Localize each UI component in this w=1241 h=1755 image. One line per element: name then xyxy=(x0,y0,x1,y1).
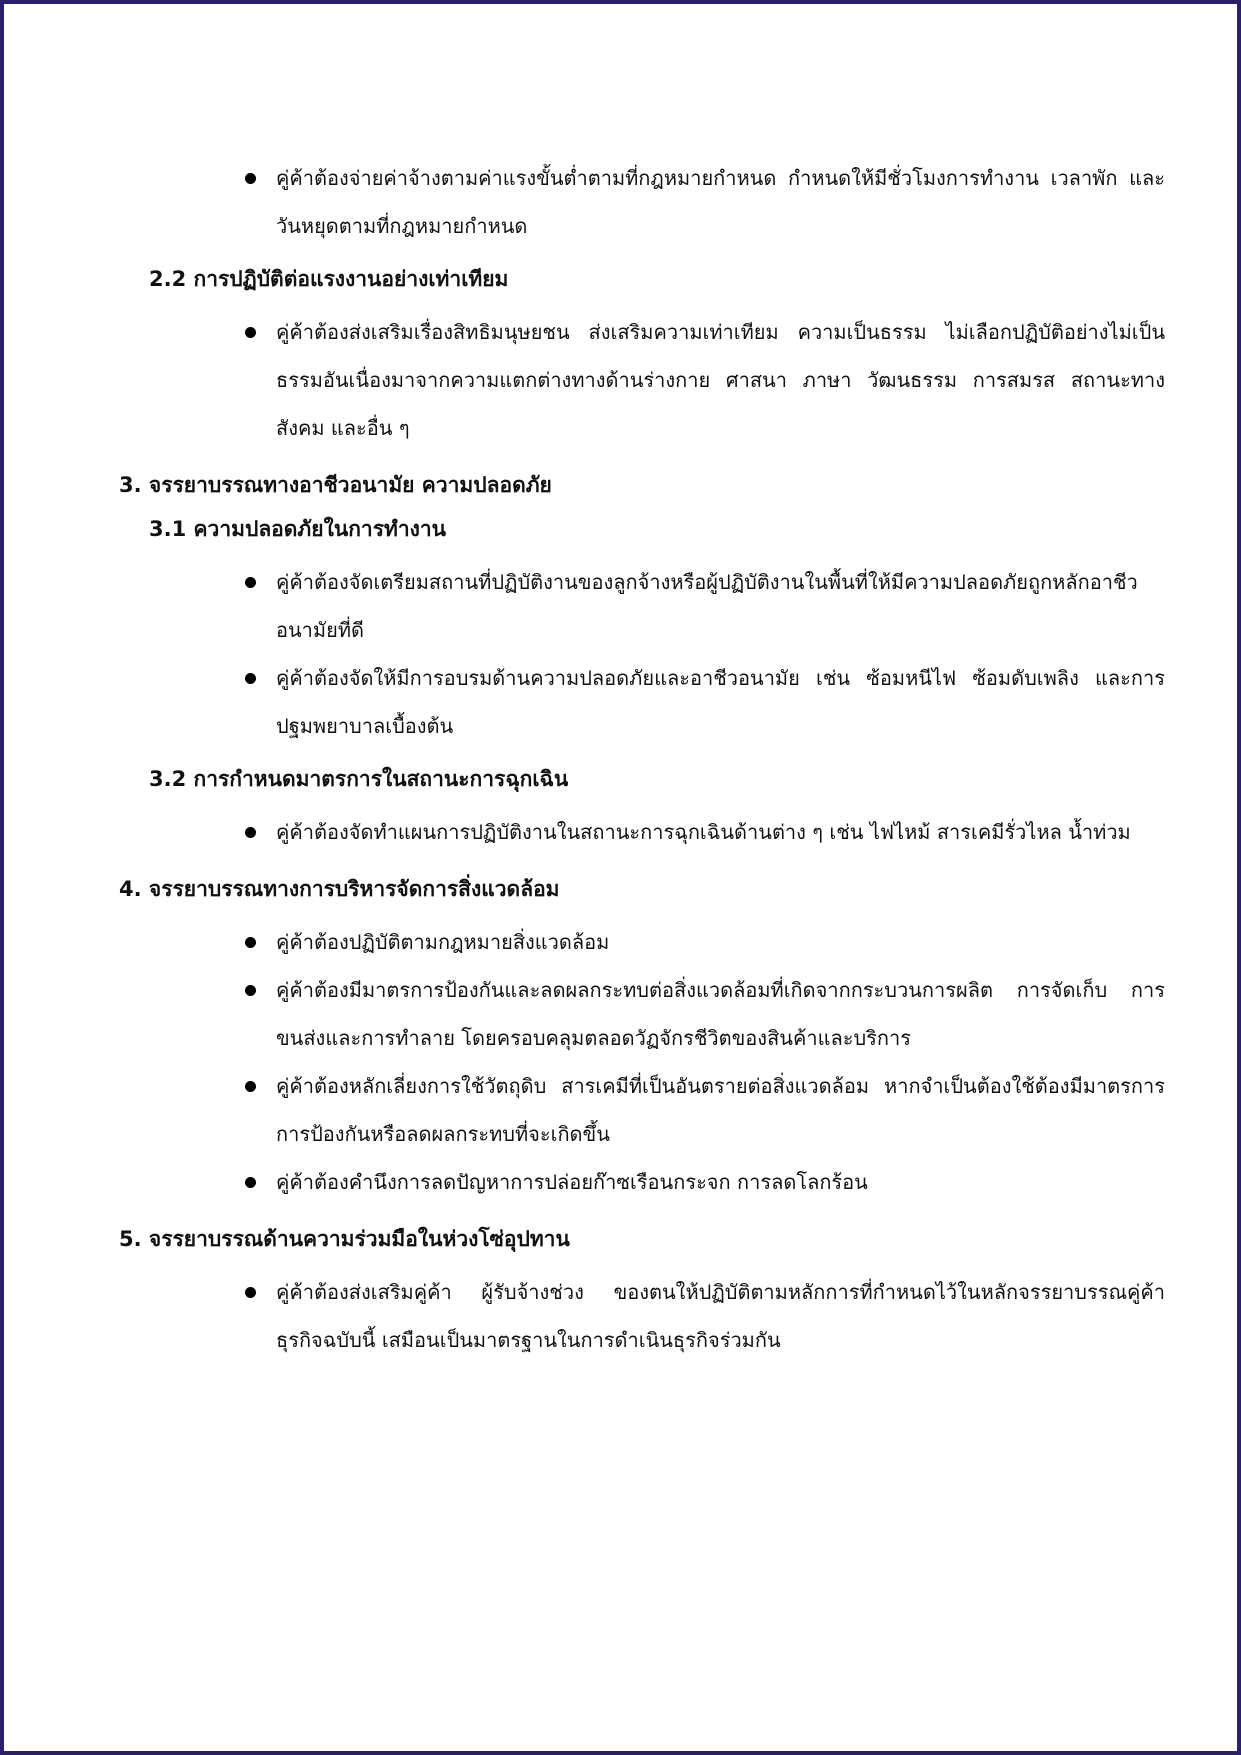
bullet-dot-icon xyxy=(245,937,256,948)
document-content xyxy=(4,154,1241,1364)
bullet-item xyxy=(4,154,1241,250)
bullet-item xyxy=(4,808,1241,856)
section-heading-5: 5. จรรยาบรรณด้านความร่วมมือในห่วงโซ่อุปทาน xyxy=(119,1227,570,1251)
section-heading-3-2: 3.2 การกำหนดมาตรการในสถานะการฉุกเฉิน xyxy=(149,767,569,791)
bullet-dot-icon xyxy=(245,327,256,338)
bullet-dot-icon xyxy=(245,173,256,184)
bullet-text: คู่ค้าต้องคำนึงการลดปัญหาการปล่อยก๊าซเรือนกระจก การลดโลกร้อน xyxy=(276,1170,868,1194)
bullet-text: คู่ค้าต้องมีมาตรการป้องกันและลดผลกระทบต่อสิ่งแวดล้อมที่เกิดจากกระบวนการผลิต การจัดเก็บ การขนส่งและการทำลาย โดยครอบคลุมตลอดวัฏจักรชีวิตของสินค้าและบริการ xyxy=(276,978,1165,1050)
section-heading-3: 3. จรรยาบรรณทางอาชีวอนามัย ความปลอดภัย xyxy=(119,473,552,497)
section-heading-3-1: 3.1 ความปลอดภัยในการทำงาน xyxy=(149,517,447,541)
bullet-dot-icon xyxy=(245,673,256,684)
bullet-item xyxy=(4,1062,1241,1158)
bullet-item xyxy=(4,308,1241,452)
bullet-text: คู่ค้าต้องปฏิบัติตามกฎหมายสิ่งแวดล้อม xyxy=(276,930,610,954)
bullet-text: คู่ค้าต้องจ่ายค่าจ้างตามค่าแรงขั้นต่ำตามที่กฎหมายกำหนด กำหนดให้มีชั่วโมงการทำงาน เวลาพัก และวันหยุดตามที่กฎหมายกำหนด xyxy=(276,166,1165,238)
bullet-dot-icon xyxy=(245,1287,256,1298)
section-heading-4: 4. จรรยาบรรณทางการบริหารจัดการสิ่งแวดล้อม xyxy=(119,877,560,901)
bullet-dot-icon xyxy=(245,985,256,996)
bullet-item xyxy=(4,966,1241,1062)
bullet-text: คู่ค้าต้องจัดให้มีการอบรมด้านความปลอดภัยและอาชีวอนามัย เช่น ซ้อมหนีไฟ ซ้อมดับเพลิง และการปฐมพยาบาลเบื้องต้น xyxy=(276,666,1165,738)
bullet-text: คู่ค้าต้องหลักเลี่ยงการใช้วัตถุดิบ สารเคมีที่เป็นอันตรายต่อสิ่งแวดล้อม หากจำเป็นต้องใช้ต้องมีมาตรการการป้องกันหรือลดผลกระทบที่จะเกิดขึ้น xyxy=(276,1074,1165,1146)
bullet-item xyxy=(4,918,1241,966)
bullet-text: คู่ค้าต้องจัดทำแผนการปฏิบัติงานในสถานะการฉุกเฉินด้านต่าง ๆ เช่น ไฟไหม้ สารเคมีรั่วไหล น้ำท่วม xyxy=(276,820,1131,844)
bullet-dot-icon xyxy=(245,577,256,588)
bullet-item xyxy=(4,1158,1241,1206)
bullet-item xyxy=(4,558,1241,654)
bullet-item xyxy=(4,1268,1241,1364)
bullet-dot-icon xyxy=(245,1177,256,1188)
bullet-item xyxy=(4,654,1241,750)
bullet-text: คู่ค้าต้องจัดเตรียมสถานที่ปฏิบัติงานของลูกจ้างหรือผู้ปฏิบัติงานในพื้นที่ให้มีความปลอดภัยถูกหลักอาชีวอนามัยที่ดี xyxy=(276,570,1138,642)
bullet-text: คู่ค้าต้องส่งเสริมคู่ค้า ผู้รับจ้างช่วง ของตนให้ปฏิบัติตามหลักการที่กำหนดไว้ในหลักจรรยาบรรณคู่ค้าธุรกิจฉบับนี้ เสมือนเป็นมาตรฐานในการดำเนินธุรกิจร่วมกัน xyxy=(276,1280,1165,1352)
bullet-dot-icon xyxy=(245,1081,256,1092)
section-heading-2-2: 2.2 การปฏิบัติต่อแรงงานอย่างเท่าเทียม xyxy=(149,267,509,291)
bullet-text: คู่ค้าต้องส่งเสริมเรื่องสิทธิมนุษยชน ส่งเสริมความเท่าเทียม ความเป็นธรรม ไม่เลือกปฏิบัติอย่างไม่เป็นธรรมอันเนื่องมาจากความแตกต่างทางด้านร่างกาย ศาสนา ภาษา วัฒนธรรม การสมรส สถานะทางสังคม และอื่น ๆ xyxy=(276,320,1165,440)
bullet-dot-icon xyxy=(245,827,256,838)
